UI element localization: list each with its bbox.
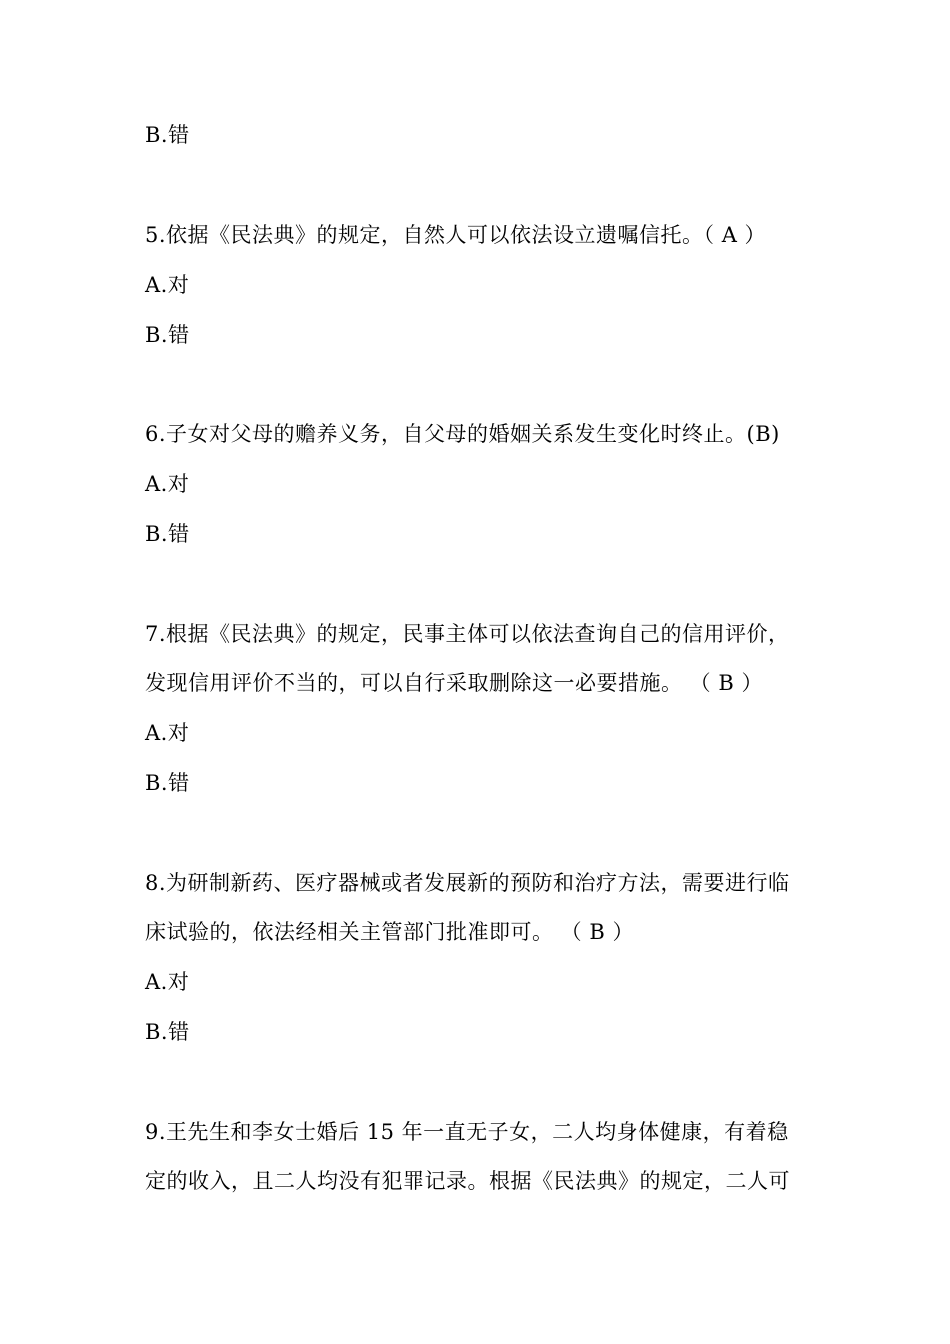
- q5-question: 5.依据《民法典》的规定，自然人可以依法设立遗嘱信托。（ A ）: [145, 223, 767, 247]
- q4-option-b: B.错: [145, 123, 190, 147]
- q5-option-b: B.错: [145, 323, 190, 347]
- q8-option-a: A.对: [145, 970, 190, 994]
- q7-question-line1: 7.根据《民法典》的规定，民事主体可以依法查询自己的信用评价，: [145, 622, 790, 646]
- q8-question-line1: 8.为研制新药、医疗器械或者发展新的预防和治疗方法，需要进行临: [145, 871, 790, 895]
- q8-question-line2: 床试验的，依法经相关主管部门批准即可。 （ B ）: [145, 920, 634, 944]
- q6-question: 6.子女对父母的赡养义务，自父母的婚姻关系发生变化时终止。(B): [145, 422, 780, 446]
- q9-question-line1: 9.王先生和李女士婚后 15 年一直无子女，二人均身体健康，有着稳: [145, 1120, 789, 1144]
- q6-option-b: B.错: [145, 522, 190, 546]
- q7-question-line2: 发现信用评价不当的，可以自行采取删除这一必要措施。 （ B ）: [145, 671, 763, 695]
- q5-option-a: A.对: [145, 273, 190, 297]
- q7-option-a: A.对: [145, 721, 190, 745]
- q8-option-b: B.错: [145, 1020, 190, 1044]
- q9-question-line2: 定的收入，且二人均没有犯罪记录。根据《民法典》的规定，二人可: [145, 1169, 790, 1193]
- q6-option-a: A.对: [145, 472, 190, 496]
- q7-option-b: B.错: [145, 771, 190, 795]
